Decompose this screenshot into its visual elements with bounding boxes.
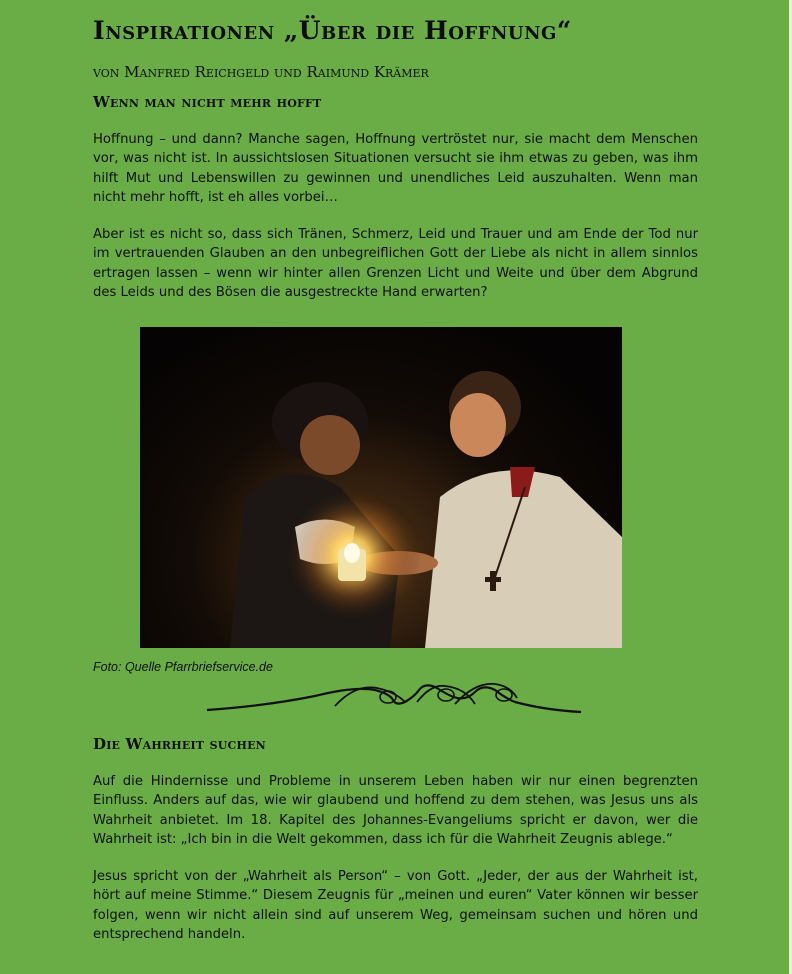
section-heading-truth: Die Wahrheit suchen — [93, 735, 266, 753]
ornament-divider — [205, 676, 583, 716]
authors-line: von Manfred Reichgeld und Raimund Krämer — [93, 63, 429, 81]
section-heading-hope: Wenn man nicht mehr hofft — [93, 93, 322, 111]
section-two-body — [93, 772, 698, 944]
paragraph: Jesus spricht von der „Wahrheit als Person“ – von Gott. „Jeder, der aus der Wahrheit ist, hört auf meine Stimme.“ Diesem Zeugnis für „meinen und euren“ Vater können wir besser folgen, wenn wir nicht allein sind auf unserem Weg, gemeinsam suchen und hören und entsprechend handeln. — [93, 869, 698, 943]
paragraph: Auf die Hindernisse und Probleme in unserem Leben haben wir nur einen begrenzten Einfluss. Anders auf das, wie wir glaubend und hoffend zu dem stehen, was Jesus uns als Wahrheit anbietet. Im 18. Kapitel des Johannes-Evangeliums spricht er davon, wer die Wahrheit ist: „Ich bin in die Welt gekommen, dass ich für die Wahrheit Zeugnis ablege.“ — [93, 774, 698, 847]
paragraph: Hoffnung – und dann? Manche sagen, Hoffnung vertröstet nur, sie macht dem Menschen vor, was nicht ist. In aussichtslosen Situationen versucht sie ihm etwas zu geben, was ihm hilft Mut und Lebenswillen zu gewinnen und unendliches Leid auszuhalten. Wenn man nicht mehr hofft, ist eh alles vorbei… — [93, 132, 698, 205]
candle-photo — [140, 327, 622, 648]
article — [93, 14, 698, 943]
photo-caption: Foto: Quelle Pfarrbriefservice.de — [93, 660, 273, 674]
photo-illustration — [140, 327, 622, 648]
paragraph: Aber ist es nicht so, dass sich Tränen, Schmerz, Leid und Trauer und am Ende der Tod nur im vertrauenden Glauben an den unbegreiflichen Gott der Liebe als nicht in allem sinnlos ertragen lassen – wenn wir hinter allen Grenzen Licht und Weite und über dem Abgrund des Leids und des Bösen die ausgestreckte Hand erwarten? — [93, 227, 698, 301]
page-title: Inspirationen „Über die Hoffnung“ — [93, 16, 572, 45]
